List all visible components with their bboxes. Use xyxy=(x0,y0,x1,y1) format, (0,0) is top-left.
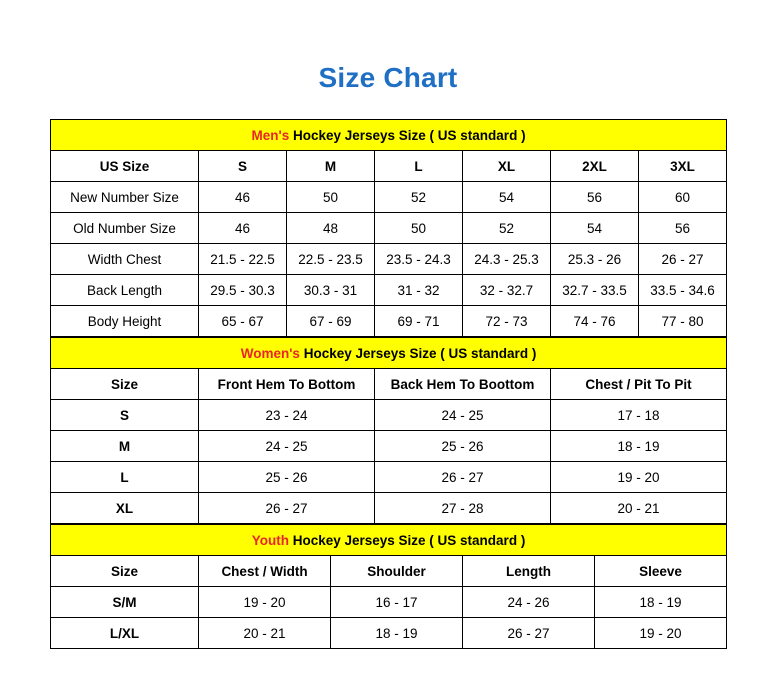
womens-row-0-val-0: 23 - 24 xyxy=(199,400,375,431)
mens-row-1-val-4: 54 xyxy=(551,213,639,244)
womens-row-1-label: M xyxy=(51,431,199,462)
womens-section-header xyxy=(51,338,727,369)
mens-row-0-val-0: 46 xyxy=(199,182,287,213)
youth-row-1-val-1: 18 - 19 xyxy=(331,618,463,649)
womens-section-header-rest: Hockey Jerseys Size ( US standard ) xyxy=(299,345,537,361)
mens-row-3-val-2: 31 - 32 xyxy=(375,275,463,306)
mens-section-header-accent: Men's xyxy=(251,127,290,143)
womens-row-0-val-2: 17 - 18 xyxy=(551,400,727,431)
womens-row-3-val-0: 26 - 27 xyxy=(199,493,375,524)
mens-row-1-val-5: 56 xyxy=(639,213,727,244)
youth-row-1-val-2: 26 - 27 xyxy=(463,618,595,649)
youth-section-header xyxy=(51,525,727,556)
mens-col-0: US Size xyxy=(51,151,199,182)
womens-col-0: Size xyxy=(51,369,199,400)
mens-row-1-val-2: 50 xyxy=(375,213,463,244)
womens-col-1: Front Hem To Bottom xyxy=(199,369,375,400)
womens-row-0-val-1: 24 - 25 xyxy=(375,400,551,431)
youth-section-header-rest: Hockey Jerseys Size ( US standard ) xyxy=(288,532,526,548)
youth-col-3: Length xyxy=(463,556,595,587)
youth-row-0-label: S/M xyxy=(51,587,199,618)
mens-row-2-val-0: 21.5 - 22.5 xyxy=(199,244,287,275)
youth-col-2: Shoulder xyxy=(331,556,463,587)
mens-row-4-val-3: 72 - 73 xyxy=(463,306,551,337)
mens-row-3-val-4: 32.7 - 33.5 xyxy=(551,275,639,306)
mens-row-4-val-4: 74 - 76 xyxy=(551,306,639,337)
mens-row-0-val-4: 56 xyxy=(551,182,639,213)
womens-row-0-label: S xyxy=(51,400,199,431)
mens-row-4-val-1: 67 - 69 xyxy=(287,306,375,337)
table-row xyxy=(51,618,727,649)
mens-row-2-label: Width Chest xyxy=(51,244,199,275)
table-row xyxy=(51,587,727,618)
youth-row-0-val-1: 16 - 17 xyxy=(331,587,463,618)
youth-section-header-accent: Youth xyxy=(251,532,289,548)
table-row xyxy=(51,431,727,462)
mens-row-3-val-1: 30.3 - 31 xyxy=(287,275,375,306)
table-row xyxy=(51,493,727,524)
mens-size-table xyxy=(50,119,727,337)
mens-row-2-val-5: 26 - 27 xyxy=(639,244,727,275)
mens-row-4-val-5: 77 - 80 xyxy=(639,306,727,337)
mens-col-4: XL xyxy=(463,151,551,182)
mens-row-2-val-2: 23.5 - 24.3 xyxy=(375,244,463,275)
womens-section-header-accent: Women's xyxy=(240,345,300,361)
mens-row-1-val-3: 52 xyxy=(463,213,551,244)
youth-row-1-val-3: 19 - 20 xyxy=(595,618,727,649)
table-header-row xyxy=(51,556,727,587)
table-header-row xyxy=(51,369,727,400)
mens-col-3: L xyxy=(375,151,463,182)
mens-row-0-val-1: 50 xyxy=(287,182,375,213)
womens-row-2-val-2: 19 - 20 xyxy=(551,462,727,493)
womens-row-3-val-1: 27 - 28 xyxy=(375,493,551,524)
table-row xyxy=(51,182,727,213)
womens-row-2-label: L xyxy=(51,462,199,493)
womens-row-1-val-0: 24 - 25 xyxy=(199,431,375,462)
table-section-header-row xyxy=(51,120,727,151)
mens-row-0-val-3: 54 xyxy=(463,182,551,213)
mens-row-0-val-2: 52 xyxy=(375,182,463,213)
youth-col-1: Chest / Width xyxy=(199,556,331,587)
womens-size-table xyxy=(50,337,727,524)
womens-row-3-val-2: 20 - 21 xyxy=(551,493,727,524)
womens-row-2-val-0: 25 - 26 xyxy=(199,462,375,493)
womens-row-1-val-1: 25 - 26 xyxy=(375,431,551,462)
mens-col-6: 3XL xyxy=(639,151,727,182)
womens-row-2-val-1: 26 - 27 xyxy=(375,462,551,493)
mens-section-header-rest: Hockey Jerseys Size ( US standard ) xyxy=(289,127,526,143)
youth-col-0: Size xyxy=(51,556,199,587)
mens-row-0-val-5: 60 xyxy=(639,182,727,213)
mens-row-1-val-1: 48 xyxy=(287,213,375,244)
youth-col-4: Sleeve xyxy=(595,556,727,587)
mens-row-2-val-3: 24.3 - 25.3 xyxy=(463,244,551,275)
size-chart-tables xyxy=(50,94,726,649)
mens-row-3-label: Back Length xyxy=(51,275,199,306)
mens-col-5: 2XL xyxy=(551,151,639,182)
table-section-header-row xyxy=(51,525,727,556)
mens-section-header xyxy=(51,120,727,151)
table-row xyxy=(51,400,727,431)
mens-row-0-label: New Number Size xyxy=(51,182,199,213)
table-row xyxy=(51,244,727,275)
table-section-header-row xyxy=(51,338,727,369)
youth-row-1-label: L/XL xyxy=(51,618,199,649)
youth-row-1-val-0: 20 - 21 xyxy=(199,618,331,649)
youth-size-table xyxy=(50,524,727,649)
table-row xyxy=(51,462,727,493)
youth-row-0-val-2: 24 - 26 xyxy=(463,587,595,618)
youth-row-0-val-0: 19 - 20 xyxy=(199,587,331,618)
table-row xyxy=(51,213,727,244)
mens-row-4-val-0: 65 - 67 xyxy=(199,306,287,337)
mens-row-3-val-3: 32 - 32.7 xyxy=(463,275,551,306)
mens-row-2-val-4: 25.3 - 26 xyxy=(551,244,639,275)
mens-row-1-label: Old Number Size xyxy=(51,213,199,244)
table-row xyxy=(51,306,727,337)
page-title: Size Chart xyxy=(318,62,458,93)
mens-row-3-val-5: 33.5 - 34.6 xyxy=(639,275,727,306)
womens-col-2: Back Hem To Boottom xyxy=(375,369,551,400)
mens-row-1-val-0: 46 xyxy=(199,213,287,244)
table-row xyxy=(51,275,727,306)
table-header-row xyxy=(51,151,727,182)
womens-col-3: Chest / Pit To Pit xyxy=(551,369,727,400)
youth-row-0-val-3: 18 - 19 xyxy=(595,587,727,618)
mens-row-4-val-2: 69 - 71 xyxy=(375,306,463,337)
mens-row-2-val-1: 22.5 - 23.5 xyxy=(287,244,375,275)
mens-row-4-label: Body Height xyxy=(51,306,199,337)
mens-row-3-val-0: 29.5 - 30.3 xyxy=(199,275,287,306)
womens-row-1-val-2: 18 - 19 xyxy=(551,431,727,462)
womens-row-3-label: XL xyxy=(51,493,199,524)
mens-col-1: S xyxy=(199,151,287,182)
mens-col-2: M xyxy=(287,151,375,182)
